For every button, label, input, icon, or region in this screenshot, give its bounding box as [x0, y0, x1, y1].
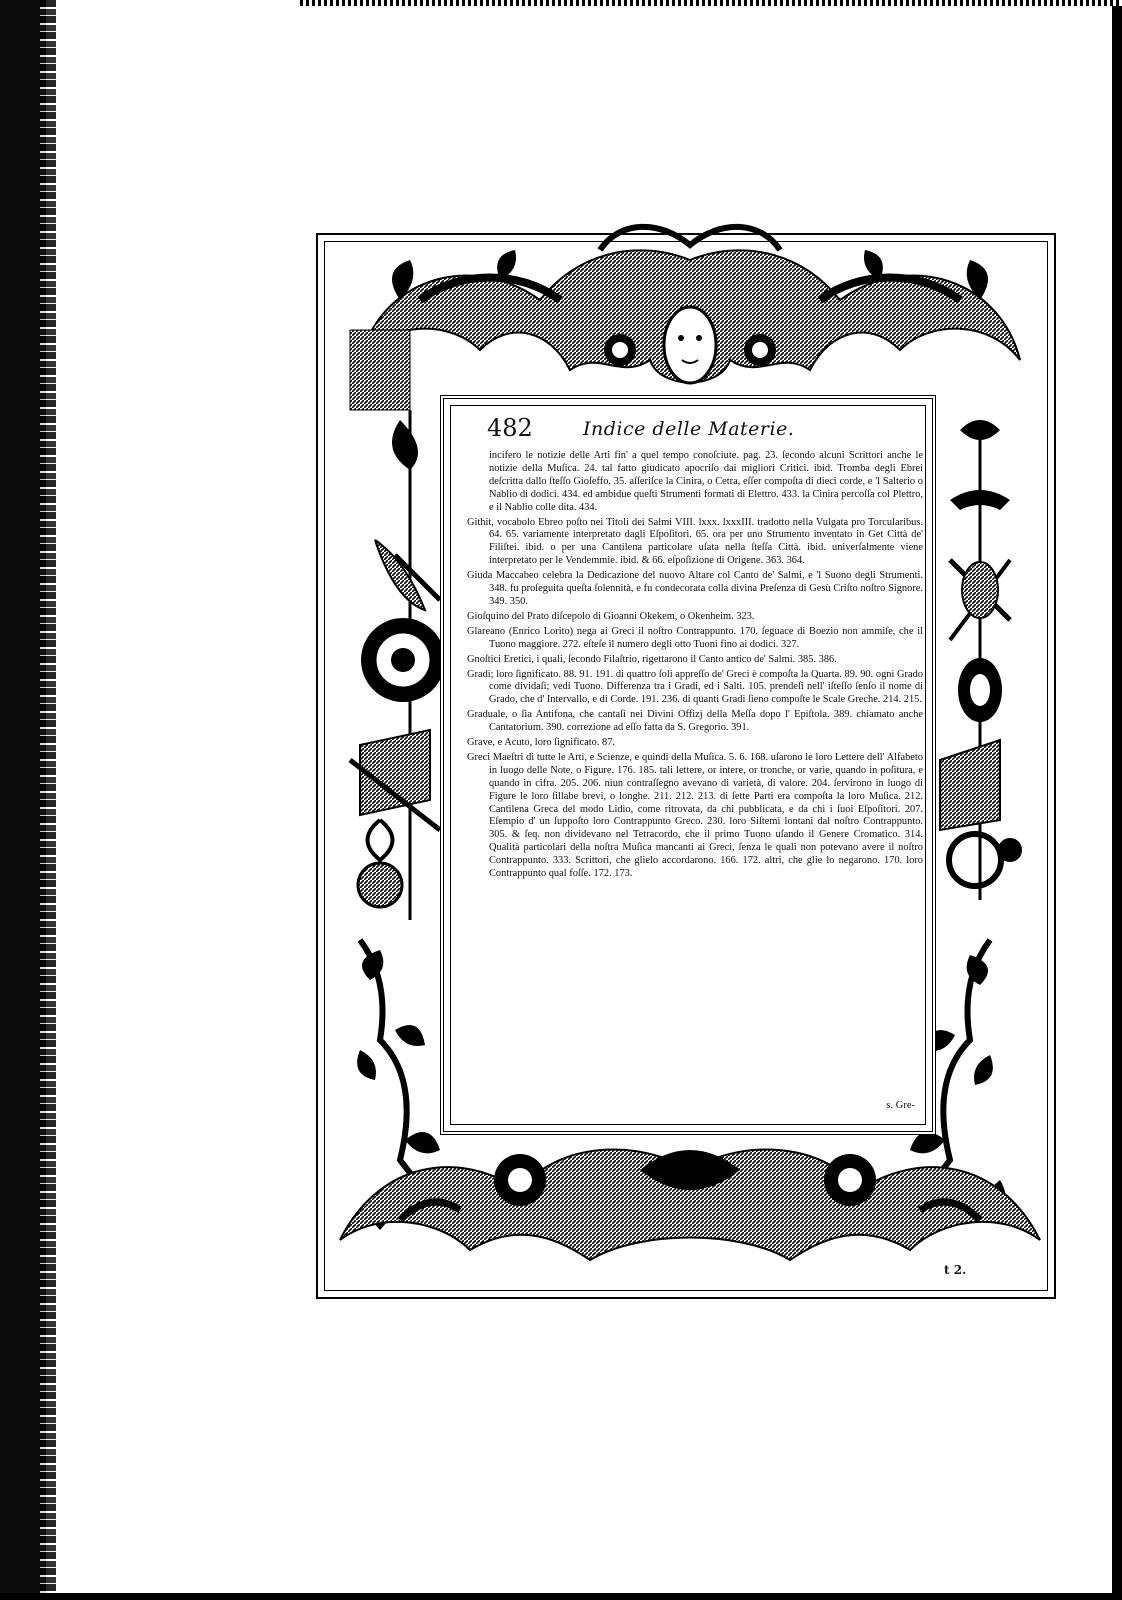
index-entry: incifero le notizie delle Arti fin' a quel tempo conoſciute. pag. 23. ſecondo alcuni Scrittori anche le notizie della Muſica. 24. tal fatto giudicato apocriſo dai migliori Critici. ibid. Tromba degli Ebrei deſcritta dallo ſteſſo Gioſeffo. 35. aſſeriſce la Cinira, o Cetra, eſſer compoſta di dieci corde, e 'l Salterio o Nablio di dodici. 434. ed ambidue queſti Strumenti formati di Elettro. 433. la Cinira percoſſa col Plettro, e il Nablio colle dita. 434. — [489, 450, 923, 513]
index-entry: Gnoſtici Eretici, i quali, ſecondo Filaſtrio, rigettarono il Canto antico de' Salmi. 385. 386. — [467, 653, 837, 665]
bottom-scroll-ornament — [340, 1150, 1040, 1260]
index-entry: Githit, vocabolo Ebreo poſto nei Titoli dei Salmi VIII. lxxx. lxxxIII. tradotto nella Vulgata pro Torcularibus. 64. 65. variamente interpretato dagli Eſpoſitori. 65. ora per uno Strumento inventato in Get Città de' Filiſtei. ibid. o per una Cantilena particolare uſata nella ſteſſa Città. ibid. univerſalmente viene interpretato per le Vendemmie. ibid. & 66. eſpoſizione di Origene. 363. 364. — [467, 516, 923, 567]
index-entries — [467, 450, 923, 883]
index-entry: Gioſquino del Prato diſcepolo di Gioanni Okekem, o Okenheim. 323. — [467, 610, 755, 622]
text-panel-inner-rule — [450, 405, 926, 1125]
index-entry: Glareano (Enrico Lorito) nega ai Greci il noſtro Contrappunto. 170. ſeguace di Boezio non ammiſe, che il Tuono maggiore. 272. eſteſe il numero degli otto Tuoni fino ai dodici. 327. — [467, 625, 923, 650]
page-header — [487, 412, 926, 450]
page-title: Indice delle Materie. — [583, 418, 795, 440]
page-number: 482 — [487, 414, 533, 442]
catchword: s. Gre- — [886, 1100, 915, 1111]
right-instrument-trophy — [940, 420, 1022, 900]
index-entry: Greci Maeſtri di tutte le Arti, e Scienze, e quindi della Muſica. 5. 6. 168. uſarono le loro Lettere dell' Alfabeto in luogo delle Note, o Figure. 176. 185. tali lettere, or intere, or tronche, or varie, quando in poſitura, e quando in cifra. 205. 206. niun contraſſegno avevano di varietà, di valore. 204. ſervirono in luogo di Figure le loro ſillabe brevi, o longhe. 211. 212. 213. di ſette Parti era compoſta la loro Muſica. 212. Cantilena Greca del modo Lidio, come ritrovata, da chi pubblicata, e da chi i ſuoi Eſpoſitori. 207. Eſempio d' un ſuppoſto loro Contrappunto Greco. 230. loro Siſtemi lontani dal noſtro Contrappunto. 305. & ſeq. non dividevano nel Tetracordo, che il primo Tuono uſando il Genere Cromatico. 314. Qualità particolari della noſtra Muſica mancanti ai Greci, ſenza le quali non potevano avere il noſtro Contrappunto. 333. Scrittori, che glielo accordarono. 166. 172. altri, che glie lo negarono. 170. loro Contrappunto qual foſſe. 172. 173. — [467, 751, 923, 880]
index-entry: Gradi; loro ſignificato. 88. 91. 191. di quattro ſoli appreſſo de' Greci è compoſta la Quarta. 89. 90. ogni Grado come dividaſi; vedi Tuono. Differenza tra i Gradi, ed i Salti. 105. prendeſi nell' iſteſſo ſenſo il nome di Grado, che d' Intervallo, e di Corde. 191. 236. di quanti Gradi ſieno compoſte le Scale Greche. 214. 215. — [467, 668, 923, 706]
index-entry: Graduale, o ſia Antifona, che cantaſi nei Divini Offizj della Meſſa dopo l' Epiſtola. 389. chiamato anche Cantatorium. 390. correzione ad eſſo fatta da S. Gregorio. 391. — [467, 709, 923, 734]
index-entry: Giuda Maccabeo celebra la Dedicazione del nuovo Altare col Canto de' Salmi, e 'l Suono degli Strumenti. 348. fu proſeguita queſta ſolennità, e fu condecorata colla divina Preſenza di Gesù Criſto noſtro Signore. 349. 350. — [467, 570, 923, 607]
index-entry: Grave, e Acuto, loro ſignificato. 87. — [467, 737, 616, 749]
left-instrument-trophy — [350, 330, 445, 920]
gathering-signature: t 2. — [944, 1263, 967, 1277]
index-text-panel — [440, 395, 936, 1135]
top-cartouche-ornament — [360, 227, 1020, 383]
